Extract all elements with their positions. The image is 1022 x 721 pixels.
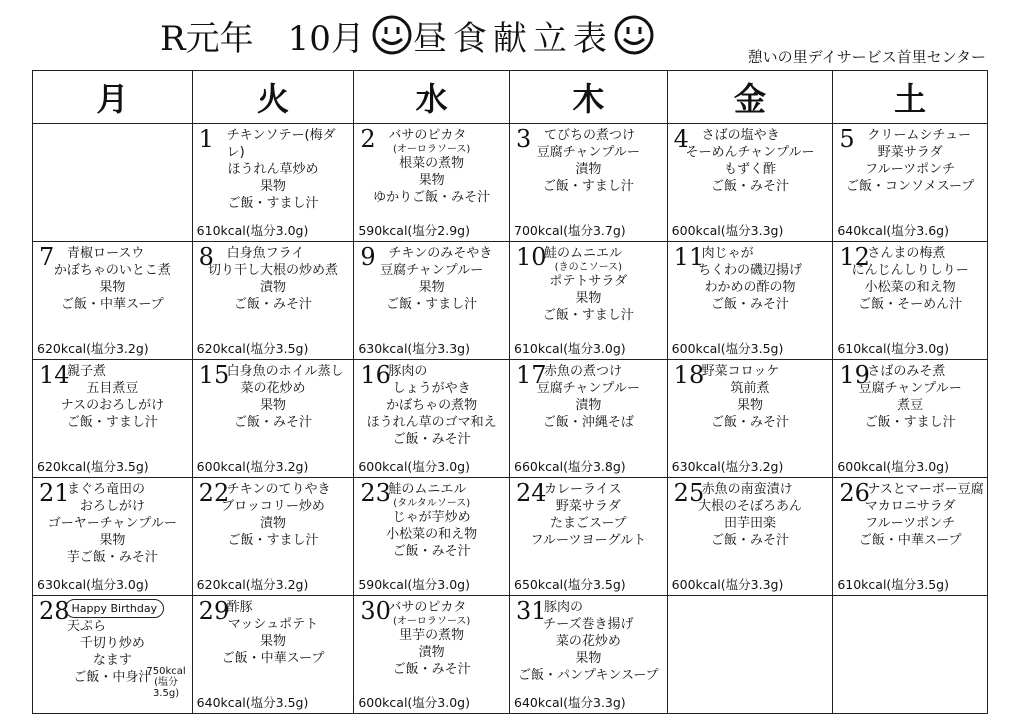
menu-item: 天ぷら bbox=[67, 619, 107, 634]
sauce-note: (タルタルソース) bbox=[393, 498, 471, 509]
calorie-info: 600kcal(塩分3.0g) bbox=[358, 459, 470, 474]
day-cell bbox=[33, 595, 193, 713]
menu-item: 野菜サラダ bbox=[555, 499, 621, 514]
day-number: 1 bbox=[198, 125, 214, 153]
menu-item: 漬物 bbox=[575, 398, 602, 413]
menu-item: 果物 bbox=[99, 280, 126, 295]
menu-item: ゆかりご飯・みそ汁 bbox=[373, 190, 491, 205]
menu-item: てびちの煮つけ bbox=[544, 128, 636, 143]
sauce-note: (きのこソース) bbox=[554, 262, 622, 273]
day-cell bbox=[668, 359, 834, 477]
menu-item: チキンソテー(梅ダレ) bbox=[226, 128, 336, 160]
menu-calendar bbox=[32, 70, 988, 714]
menu-item: 野菜サラダ bbox=[877, 145, 943, 160]
menu-item: ご飯・中華スープ bbox=[221, 651, 325, 666]
menu-item: マカロニサラダ bbox=[864, 499, 956, 514]
menu-item: ご飯・すまし汁 bbox=[542, 179, 634, 194]
menu-item: たまごスープ bbox=[549, 516, 627, 531]
day-number: 4 bbox=[673, 125, 689, 153]
title-month: 10月 bbox=[287, 18, 365, 59]
menu-item: カレーライス bbox=[544, 482, 622, 497]
day-number: 30 bbox=[360, 597, 391, 625]
day-cell bbox=[668, 123, 834, 241]
day-cell bbox=[668, 477, 834, 595]
menu-item: 果物 bbox=[418, 280, 445, 295]
menu-item: 果物 bbox=[259, 634, 286, 649]
menu-item: ちくわの磯辺揚げ bbox=[697, 263, 802, 278]
day-number: 5 bbox=[839, 125, 855, 153]
menu-item: チキンのみそやき bbox=[388, 246, 493, 261]
menu-item: マッシュポテト bbox=[227, 617, 319, 632]
day-number: 28 bbox=[39, 597, 70, 625]
day-cell bbox=[354, 359, 510, 477]
menu-item: 漬物 bbox=[259, 516, 286, 531]
calorie-info: 640kcal(塩分3.6g) bbox=[837, 223, 949, 238]
day-cell bbox=[354, 477, 510, 595]
menu-item: 親子煮 bbox=[67, 364, 107, 379]
day-cell bbox=[354, 241, 510, 359]
menu-item: 豚肉の bbox=[388, 364, 428, 379]
day-number: 29 bbox=[198, 597, 230, 625]
day-number: 23 bbox=[360, 479, 391, 507]
menu-item: かぼちゃの煮物 bbox=[386, 398, 478, 413]
day-number: 25 bbox=[673, 479, 705, 507]
calorie-info: 600kcal(塩分3.3g) bbox=[671, 223, 784, 238]
page-title bbox=[160, 10, 655, 60]
menu-item: 菜の花炒め bbox=[240, 381, 306, 396]
menu-item: 白身魚のホイル蒸し bbox=[226, 364, 344, 379]
menu-item: 切り干し大根の炒め煮 bbox=[207, 263, 338, 278]
menu-item: ご飯・みそ汁 bbox=[710, 415, 789, 430]
calorie-info: 590kcal(塩分3.0g) bbox=[358, 577, 470, 592]
weekday-wed: 水 bbox=[354, 71, 510, 123]
menu-item: 豆腐チャンプルー bbox=[380, 263, 484, 278]
menu-item: なます bbox=[92, 653, 132, 668]
menu-item: 果物 bbox=[99, 533, 126, 548]
menu-item: 赤魚の煮つけ bbox=[544, 364, 623, 379]
menu-item: チーズ巻き揚げ bbox=[543, 617, 634, 632]
week-row bbox=[33, 123, 987, 242]
weekday-mon: 月 bbox=[33, 71, 193, 123]
menu-item: クリームシチュー bbox=[867, 128, 971, 143]
day-cell bbox=[193, 123, 355, 241]
menu-item: 野菜コロッケ bbox=[701, 364, 780, 379]
calorie-info: 600kcal(塩分3.0g) bbox=[837, 459, 949, 474]
menu-item: ご飯・みそ汁 bbox=[710, 179, 789, 194]
menu-item: 果物 bbox=[259, 398, 286, 413]
day-cell bbox=[193, 241, 355, 359]
menu-item: 芋ご飯・みそ汁 bbox=[66, 550, 158, 565]
calorie-info: 590kcal(塩分2.9g) bbox=[358, 223, 470, 238]
day-number: 21 bbox=[39, 479, 70, 507]
day-number: 15 bbox=[198, 361, 230, 389]
menu-item: 五目煮豆 bbox=[86, 381, 139, 396]
menu-item: さばの塩やき bbox=[701, 128, 780, 143]
day-cell bbox=[193, 359, 355, 477]
menu-item: 豆腐チャンプルー bbox=[536, 381, 640, 396]
menu-item: じゃが芋炒め bbox=[392, 510, 471, 525]
day-cell bbox=[33, 359, 193, 477]
week-row bbox=[33, 359, 987, 478]
calorie-info: 640kcal(塩分3.5g) bbox=[196, 695, 309, 710]
menu-item: ご飯・みそ汁 bbox=[233, 297, 312, 312]
day-cell bbox=[193, 477, 355, 595]
menu-item: ご飯・すまし汁 bbox=[386, 297, 478, 312]
menu-item: にんじんしりしりー bbox=[851, 263, 969, 278]
menu-item: 酢豚 bbox=[226, 600, 253, 615]
calorie-info: 600kcal(塩分3.3g) bbox=[671, 577, 784, 592]
menu-item: 千切り炒め bbox=[79, 636, 145, 651]
menu-item: 筑前煮 bbox=[730, 381, 770, 396]
menu-item: バサのピカタ bbox=[388, 600, 467, 615]
calorie-info: 640kcal(塩分3.3g) bbox=[514, 695, 626, 710]
menu-item: ナスのおろしがけ bbox=[60, 398, 165, 413]
sauce-note: (オーロラソース) bbox=[393, 616, 471, 627]
calorie-info: 610kcal(塩分3.5g) bbox=[837, 577, 949, 592]
menu-item: ご飯・すまし汁 bbox=[227, 533, 319, 548]
menu-item: フルーツヨーグルト bbox=[530, 533, 647, 548]
menu-item: 果物 bbox=[418, 173, 445, 188]
calorie-info: 610kcal(塩分3.0g) bbox=[514, 341, 626, 356]
menu-item: 大根のそぼろあん bbox=[697, 499, 802, 514]
menu-item: ご飯・コンソメスープ bbox=[845, 179, 975, 194]
menu-item: 煮豆 bbox=[897, 398, 924, 413]
day-number: 26 bbox=[839, 479, 870, 507]
day-number: 14 bbox=[39, 361, 70, 389]
menu-item: 豚肉の bbox=[544, 600, 584, 615]
day-cell bbox=[354, 123, 510, 241]
calorie-line: (塩分 bbox=[154, 677, 178, 688]
calorie-info: 610kcal(塩分3.0g) bbox=[837, 341, 949, 356]
menu-item: かぼちゃのいとこ煮 bbox=[53, 263, 171, 278]
title-year: R元年 bbox=[160, 18, 254, 59]
menu-item: ご飯・みそ汁 bbox=[392, 432, 471, 447]
menu-item: ゴーヤーチャンプルー bbox=[47, 516, 177, 531]
day-cell bbox=[833, 123, 987, 241]
menu-item: ブロッコリー炒め bbox=[221, 499, 325, 514]
title-main: 昼食献立表 bbox=[412, 18, 613, 59]
day-number: 8 bbox=[198, 243, 214, 271]
calorie-info: 630kcal(塩分3.3g) bbox=[358, 341, 470, 356]
day-number: 9 bbox=[360, 243, 376, 271]
day-cell bbox=[510, 595, 668, 713]
menu-item: ご飯・沖縄そば bbox=[542, 415, 634, 430]
empty-cell bbox=[833, 595, 987, 713]
menu-item: 青椒ロースウ bbox=[67, 246, 145, 261]
menu-item: 鮭のムニエル bbox=[544, 246, 623, 261]
week-row bbox=[33, 477, 987, 596]
day-cell bbox=[833, 241, 987, 359]
day-number: 10 bbox=[516, 243, 547, 271]
menu-item: ご飯・みそ汁 bbox=[233, 415, 312, 430]
menu-item: 鮭のムニエル bbox=[388, 482, 467, 497]
menu-item: しょうがやき bbox=[392, 381, 471, 396]
menu-item: ご飯・すまし汁 bbox=[864, 415, 956, 430]
calorie-info bbox=[146, 666, 185, 699]
weekday-header bbox=[33, 71, 987, 124]
menu-item: 漬物 bbox=[575, 162, 602, 177]
menu-item: チキンのてりやき bbox=[226, 482, 331, 497]
day-number: 22 bbox=[198, 479, 230, 507]
day-number: 12 bbox=[839, 243, 870, 271]
menu-item: 根菜の煮物 bbox=[399, 156, 465, 171]
menu-item: ナスとマーボー豆腐 bbox=[867, 482, 984, 497]
calorie-info: 700kcal(塩分3.7g) bbox=[514, 223, 626, 238]
day-cell bbox=[510, 359, 668, 477]
menu-item: 田芋田楽 bbox=[723, 516, 776, 531]
calorie-info: 650kcal(塩分3.5g) bbox=[514, 577, 626, 592]
empty-cell bbox=[668, 595, 834, 713]
week-row bbox=[33, 595, 987, 713]
menu-item: ご飯・中華スープ bbox=[60, 297, 164, 312]
menu-item: 漬物 bbox=[418, 645, 445, 660]
menu-item: フルーツポンチ bbox=[865, 162, 956, 177]
menu-item: ご飯・みそ汁 bbox=[710, 297, 789, 312]
menu-item: わかめの酢の物 bbox=[704, 280, 796, 295]
calorie-info: 620kcal(塩分3.2g) bbox=[37, 341, 149, 356]
weekday-sat: 土 bbox=[894, 80, 927, 118]
menu-item: ほうれん草のゴマ和え bbox=[366, 415, 497, 430]
menu-item: ご飯・みそ汁 bbox=[392, 544, 471, 559]
calorie-line: 750kcal bbox=[146, 666, 186, 677]
menu-item: ご飯・すまし汁 bbox=[542, 308, 634, 323]
menu-item: ポテトサラダ bbox=[549, 274, 628, 289]
day-cell bbox=[510, 477, 668, 595]
day-cell bbox=[833, 477, 987, 595]
menu-item: さんまの梅煮 bbox=[867, 246, 946, 261]
menu-item: 肉じゃが bbox=[701, 246, 754, 261]
menu-item: ご飯・中身汁 bbox=[73, 670, 152, 685]
calorie-info: 610kcal(塩分3.0g) bbox=[196, 223, 309, 238]
menu-item: ご飯・みそ汁 bbox=[392, 662, 471, 677]
menu-item: 小松菜の和え物 bbox=[864, 280, 956, 295]
menu-item: フルーツポンチ bbox=[865, 516, 956, 531]
calorie-info: 600kcal(塩分3.0g) bbox=[358, 695, 470, 710]
menu-item: 果物 bbox=[736, 398, 763, 413]
weekday-thu: 木 bbox=[510, 71, 668, 123]
menu-item: バサのピカタ bbox=[388, 128, 467, 143]
day-cell bbox=[354, 595, 510, 713]
day-cell bbox=[33, 241, 193, 359]
menu-item: そーめんチャンプルー bbox=[685, 145, 815, 160]
calorie-info: 620kcal(塩分3.2g) bbox=[196, 577, 309, 592]
day-number: 31 bbox=[516, 597, 547, 625]
menu-item: 里芋の煮物 bbox=[399, 628, 465, 643]
menu-item: ご飯・すまし汁 bbox=[227, 196, 319, 211]
day-number: 3 bbox=[516, 125, 532, 153]
menu-item: ご飯・すまし汁 bbox=[66, 415, 158, 430]
calorie-info: 620kcal(塩分3.5g) bbox=[37, 459, 149, 474]
menu-item: 小松菜の和え物 bbox=[386, 527, 478, 542]
calorie-info: 660kcal(塩分3.8g) bbox=[514, 459, 626, 474]
calorie-info: 630kcal(塩分3.2g) bbox=[671, 459, 784, 474]
menu-item: 白身魚フライ bbox=[226, 246, 305, 261]
calorie-info: 630kcal(塩分3.0g) bbox=[37, 577, 149, 592]
day-cell bbox=[193, 595, 355, 713]
menu-item: 豆腐チャンプルー bbox=[858, 381, 962, 396]
menu-item: 菜の花炒め bbox=[555, 634, 621, 649]
day-number: 16 bbox=[360, 361, 391, 389]
menu-item: 赤魚の南蛮漬け bbox=[701, 482, 793, 497]
day-number: 18 bbox=[673, 361, 705, 389]
menu-item: ほうれん草炒め bbox=[227, 162, 319, 177]
menu-item: 果物 bbox=[259, 179, 286, 194]
calorie-info: 600kcal(塩分3.5g) bbox=[671, 341, 784, 356]
menu-item: ご飯・そーめん汁 bbox=[858, 297, 963, 312]
menu-item: ご飯・中華スープ bbox=[858, 533, 962, 548]
day-cell bbox=[33, 477, 193, 595]
day-cell bbox=[668, 241, 834, 359]
week-row bbox=[33, 241, 987, 360]
day-number: 17 bbox=[516, 361, 547, 389]
menu-item: もずく酢 bbox=[723, 162, 776, 177]
day-cell bbox=[833, 359, 987, 477]
day-number: 11 bbox=[673, 243, 705, 271]
center-name: 憩いの里デイサービス首里センター bbox=[747, 48, 986, 66]
day-cell bbox=[510, 241, 668, 359]
menu-item: ご飯・みそ汁 bbox=[710, 533, 789, 548]
menu-item: 果物 bbox=[575, 651, 602, 666]
calorie-info: 600kcal(塩分3.2g) bbox=[196, 459, 309, 474]
menu-item: ご飯・パンプキンスープ bbox=[518, 668, 659, 683]
day-number: 24 bbox=[516, 479, 547, 507]
weekday-tue: 火 bbox=[193, 71, 355, 123]
smiley-icon bbox=[613, 14, 655, 56]
calorie-line: 3.5g) bbox=[152, 688, 180, 699]
smiley-icon bbox=[371, 14, 413, 56]
menu-item: 豆腐チャンプルー bbox=[536, 145, 640, 160]
birthday-badge: Happy Birthday bbox=[65, 599, 165, 618]
sauce-note: (オーロラソース) bbox=[393, 144, 471, 155]
menu-item: まぐろ竜田の bbox=[67, 482, 146, 497]
day-number: 19 bbox=[839, 361, 870, 389]
menu-item: おろしがけ bbox=[79, 499, 145, 514]
menu-item: さばのみそ煮 bbox=[867, 364, 946, 379]
day-number: 2 bbox=[360, 125, 376, 153]
menu-item: 漬物 bbox=[259, 280, 286, 295]
menu-item: 果物 bbox=[575, 291, 602, 306]
day-number: 7 bbox=[39, 243, 55, 271]
empty-cell bbox=[33, 123, 193, 241]
weekday-fri: 金 bbox=[668, 71, 834, 123]
day-cell bbox=[510, 123, 668, 241]
calorie-info: 620kcal(塩分3.5g) bbox=[196, 341, 309, 356]
